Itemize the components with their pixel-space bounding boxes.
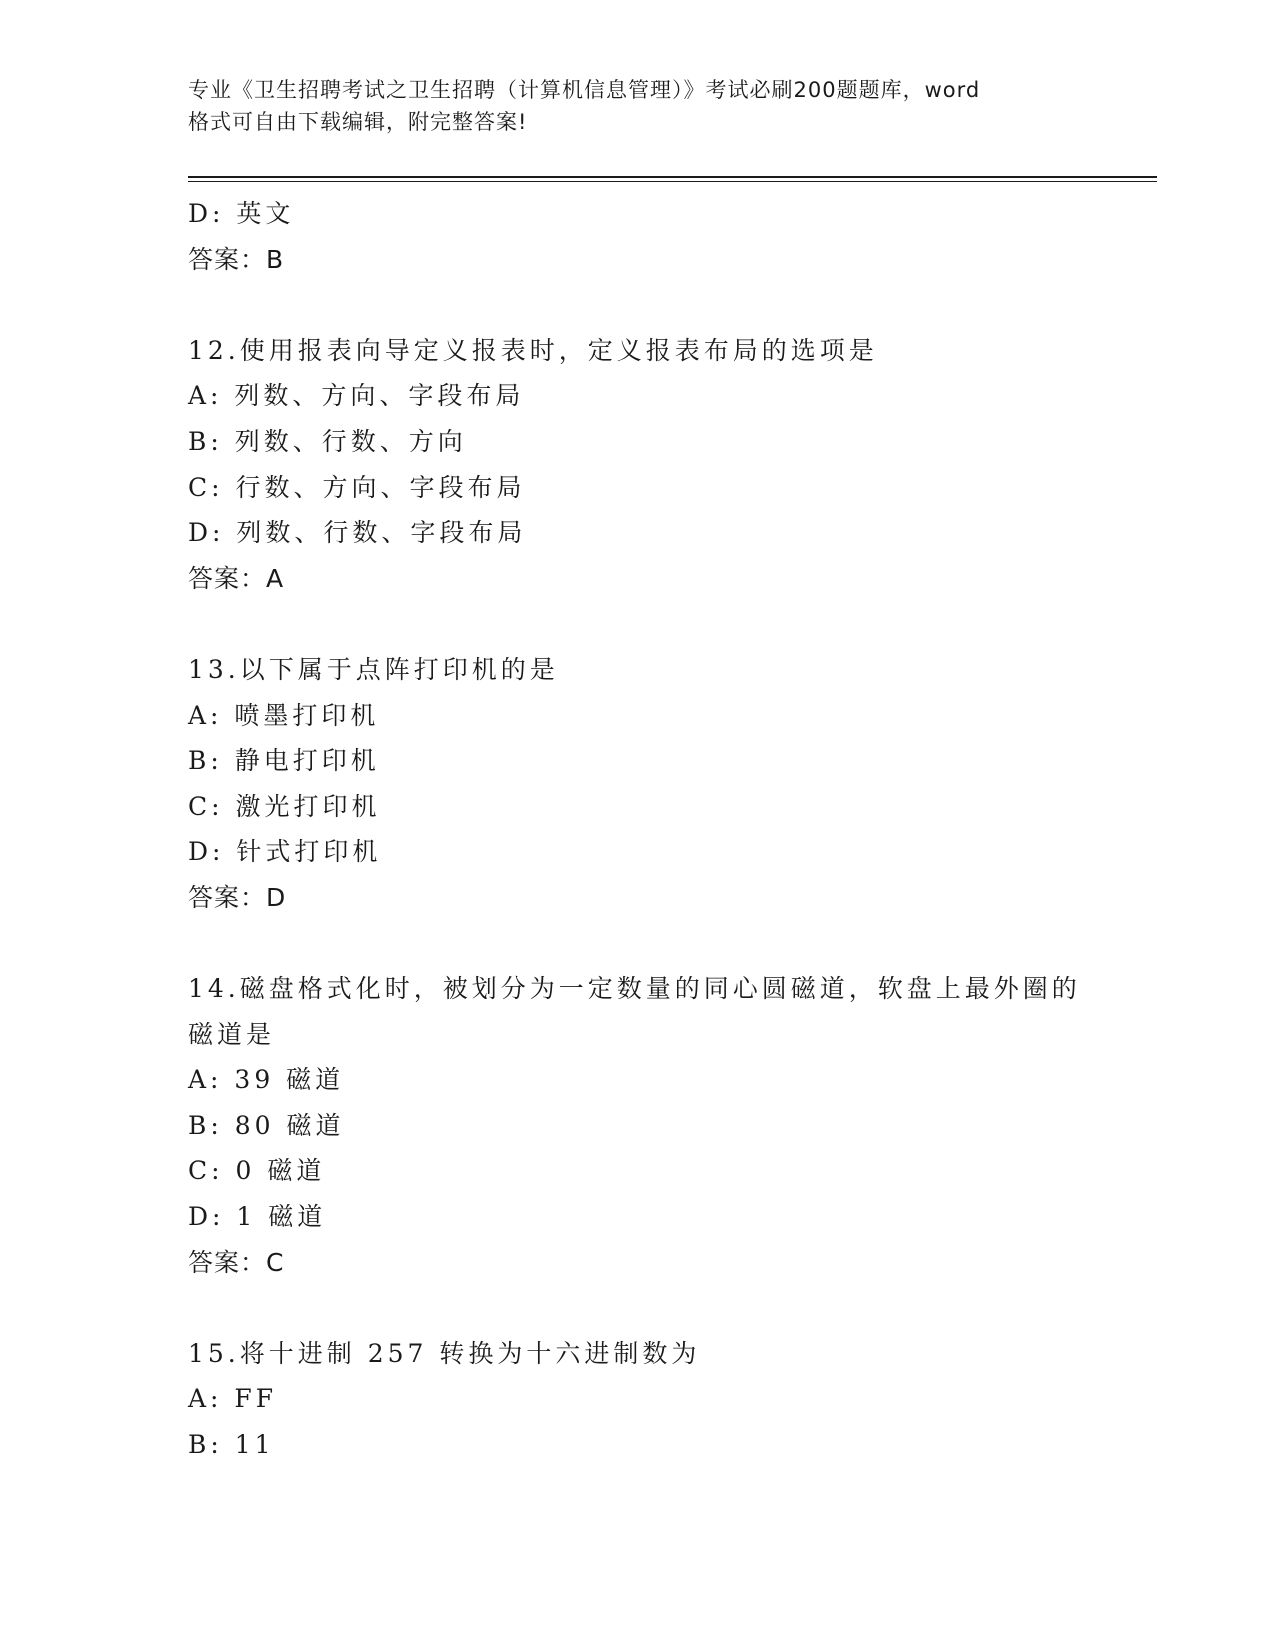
option-d: D: 列数、行数、字段布局	[188, 518, 527, 548]
question-stem: 12.使用报表向导定义报表时，定义报表布局的选项是	[188, 335, 878, 365]
option-c: C: 行数、方向、字段布局	[188, 472, 526, 502]
spacer	[188, 1285, 1088, 1331]
option-a: A: 喷墨打印机	[188, 700, 380, 730]
question-content	[188, 191, 1088, 1468]
header-line-1: 专业《卫生招聘考试之卫生招聘（计算机信息管理）》考试必刷200题题库，word	[188, 78, 981, 102]
question-13	[188, 647, 1088, 921]
prev-answer: 答案：B	[188, 244, 285, 274]
answer: 答案：A	[188, 563, 285, 593]
question-stem: 15.将十进制 257 转换为十六进制数为	[188, 1338, 701, 1368]
document-header	[188, 74, 1088, 138]
question-stem-line-2: 磁道是	[188, 1019, 276, 1049]
option-b: B: 11	[188, 1430, 275, 1460]
question-stem-line-1: 14.磁盘格式化时，被划分为一定数量的同心圆磁道，软盘上最外圈的	[188, 974, 1081, 1004]
question-stem: 13.以下属于点阵打印机的是	[188, 654, 559, 684]
answer: 答案：D	[188, 882, 287, 912]
option-a: A: FF	[188, 1384, 278, 1414]
option-b: B: 列数、行数、方向	[188, 426, 467, 456]
spacer	[188, 601, 1088, 647]
question-12	[188, 328, 1088, 602]
header-line-2: 格式可自由下载编辑，附完整答案!	[188, 110, 528, 134]
header-rule-thick	[188, 176, 1157, 178]
option-c: C: 0 磁道	[188, 1156, 326, 1186]
option-b: B: 80 磁道	[188, 1110, 345, 1140]
answer: 答案：C	[188, 1247, 285, 1277]
option-b: B: 静电打印机	[188, 746, 380, 776]
option-d: D: 1 磁道	[188, 1202, 327, 1232]
option-c: C: 激光打印机	[188, 791, 381, 821]
option-a: A: 39 磁道	[188, 1065, 345, 1095]
question-14	[188, 966, 1088, 1285]
prev-option-d: D: 英文	[188, 199, 295, 228]
spacer	[188, 921, 1088, 967]
spacer	[188, 282, 1088, 328]
option-a: A: 列数、方向、字段布局	[188, 381, 525, 411]
question-15	[188, 1331, 1088, 1468]
option-d: D: 针式打印机	[188, 837, 382, 867]
header-rule-thin	[188, 181, 1157, 182]
